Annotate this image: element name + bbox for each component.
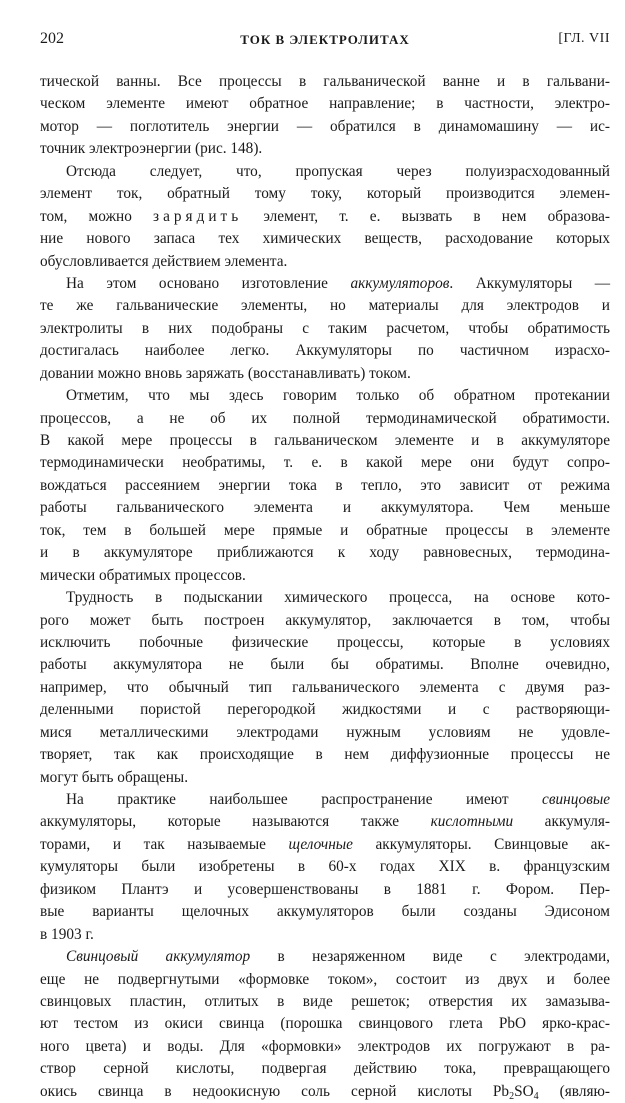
paragraph-7 [40, 946, 610, 1103]
text-line: в 1903 г. [40, 925, 94, 943]
subscript: 2 [509, 1090, 515, 1102]
text-line: творяет, так как происходящие в нем диффузионные процессы не [40, 746, 610, 764]
text-line: достигалась наиболее легко. Аккумуляторы по частичном израсхо- [40, 342, 610, 360]
text-line: элемент ток, обратный тому току, который производится элемен- [40, 185, 610, 203]
text-line: ют тестом из окиси свинца (порошка свинцового глета PbO ярко-крас- [40, 1015, 610, 1033]
text-line: ческом элементе имеют обратное направление; в частности, электро- [40, 95, 610, 113]
paragraph-4 [40, 385, 610, 587]
text-line: например, что обычный тип гальванического элемента с двумя раз- [40, 678, 610, 696]
paragraph-6 [40, 789, 610, 946]
text-line: Трудность в подыскании химического процесса, на основе кото- [66, 589, 610, 607]
paragraph-3 [40, 273, 610, 385]
italic-term: щелочные [288, 835, 353, 853]
page-number: 202 [40, 30, 64, 47]
text-line: те же гальванические элементы, но материалы для электродов и [40, 297, 610, 315]
text-line: и в аккумуляторе приближаются к ходу равновесных, термодина- [40, 544, 610, 562]
text-line: створ серной кислоты, подвергая действию тока, превращающего [40, 1060, 610, 1078]
text-line: том, можно зарядить элемент, т. е. вызвать в нем образова- [40, 207, 610, 225]
text-line: торами, и так называемые щелочные аккумуляторы. Свинцовые ак- [40, 835, 610, 853]
text-line: Отсюда следует, что, пропуская через полуизрасходованный [66, 162, 610, 180]
text-line: Отметим, что мы здесь говорим только об обратном протекании [66, 387, 610, 405]
paragraph-5 [40, 587, 610, 789]
spaced-emphasis: зарядить [153, 207, 243, 225]
text-line: ного цвета) и воды. Для «формовки» электродов их погружают в ра- [40, 1037, 610, 1055]
text-line: процессов, а не об их полной термодинамической обратимости. [40, 409, 610, 427]
running-header [40, 30, 610, 60]
running-title: ТОК В ЭЛЕКТРОЛИТАХ [240, 32, 410, 47]
text-line: вождаться рассеянием энергии тока в тепло, это зависит от режима [40, 476, 610, 494]
text-line: физиком Плантэ и усовершенствованы в 1881 г. Фором. Пер- [40, 880, 610, 898]
italic-term: кислотными [430, 813, 514, 831]
text-line: тической ванны. Все процессы в гальванической ванне и в гальвани- [40, 73, 610, 90]
text-line: Свинцовый аккумулятор в незаряженном виде с электродами, [66, 948, 611, 966]
text-line: точник электроэнергии (рис. 148). [40, 140, 263, 158]
text-line: еще не подвергнутыми «формовке током», состоит из двух и более [40, 970, 610, 988]
text-line: вые варианты щелочных аккумуляторов были созданы Эдисоном [40, 903, 610, 921]
text-line: могут быть обращены. [40, 768, 189, 786]
text-line: деленными пористой перегородкой жидкостями и с растворяющи- [40, 701, 610, 719]
text-line: На практике наибольшее распространение имеют свинцовые [66, 791, 610, 808]
italic-term: аккумуляторов [350, 274, 450, 292]
text-line: электролиты в них подобраны с таким расчетом, чтобы обратимость [40, 319, 610, 337]
subscript: 4 [533, 1090, 539, 1102]
italic-term: Свинцовый аккумулятор [66, 948, 251, 966]
text-line: исключить побочные физические процессы, которые в условиях [40, 633, 610, 651]
text-line: работы гальванического элемента и аккумулятора. Чем меньше [40, 499, 610, 517]
text-line: термодинамически необратимы, т. е. в какой мере они будут сопро- [40, 454, 610, 472]
text-line: окись свинца в недоокисную соль серной кислоты $Pb_2SO_4$ (являю- [40, 1082, 611, 1102]
text-line: работы аккумулятора не были бы обратимы. Вполне очевидно, [40, 656, 610, 674]
text-line: рого может быть построен аккумулятор, заключается в том, чтобы [40, 611, 610, 629]
text-line: аккумуляторы, которые называются также кислотными аккумуля- [40, 813, 610, 831]
text-line: обусловливается действием элемента. [40, 252, 288, 270]
text-line: довании можно вновь заряжать (восстанавливать) током. [40, 364, 411, 382]
text-line: свинцовых пластин, отлитых в виде решеток; отверстия их замазыва- [40, 992, 610, 1010]
text-line: кумуляторы были изобретены в 60-х годах XIX в. французским [40, 858, 610, 876]
chapter-label: [ГЛ. VII [558, 31, 610, 46]
text-line: ние нового запаса тех химических веществ, расходование которых [40, 230, 610, 248]
text-line: ток, тем в большей мере прямые и обратные процессы в элементе [40, 521, 610, 539]
italic-term: свинцовые [542, 791, 610, 808]
text-line: мически обратимых процессов. [40, 566, 246, 584]
text-line: На этом основано изготовление аккумуляторов. Аккумуляторы — [66, 274, 611, 292]
text-line: мися металлическими электродами нужным условиям не удовле- [40, 723, 610, 741]
body-text [40, 71, 610, 1103]
paragraph-1 [40, 71, 610, 161]
text-line: мотор — поглотитель энергии — обратился в динамомашину — ис- [40, 117, 610, 135]
paragraph-2 [40, 161, 610, 273]
text-line: В какой мере процессы в гальваническом элементе и в аккумуляторе [40, 432, 610, 449]
